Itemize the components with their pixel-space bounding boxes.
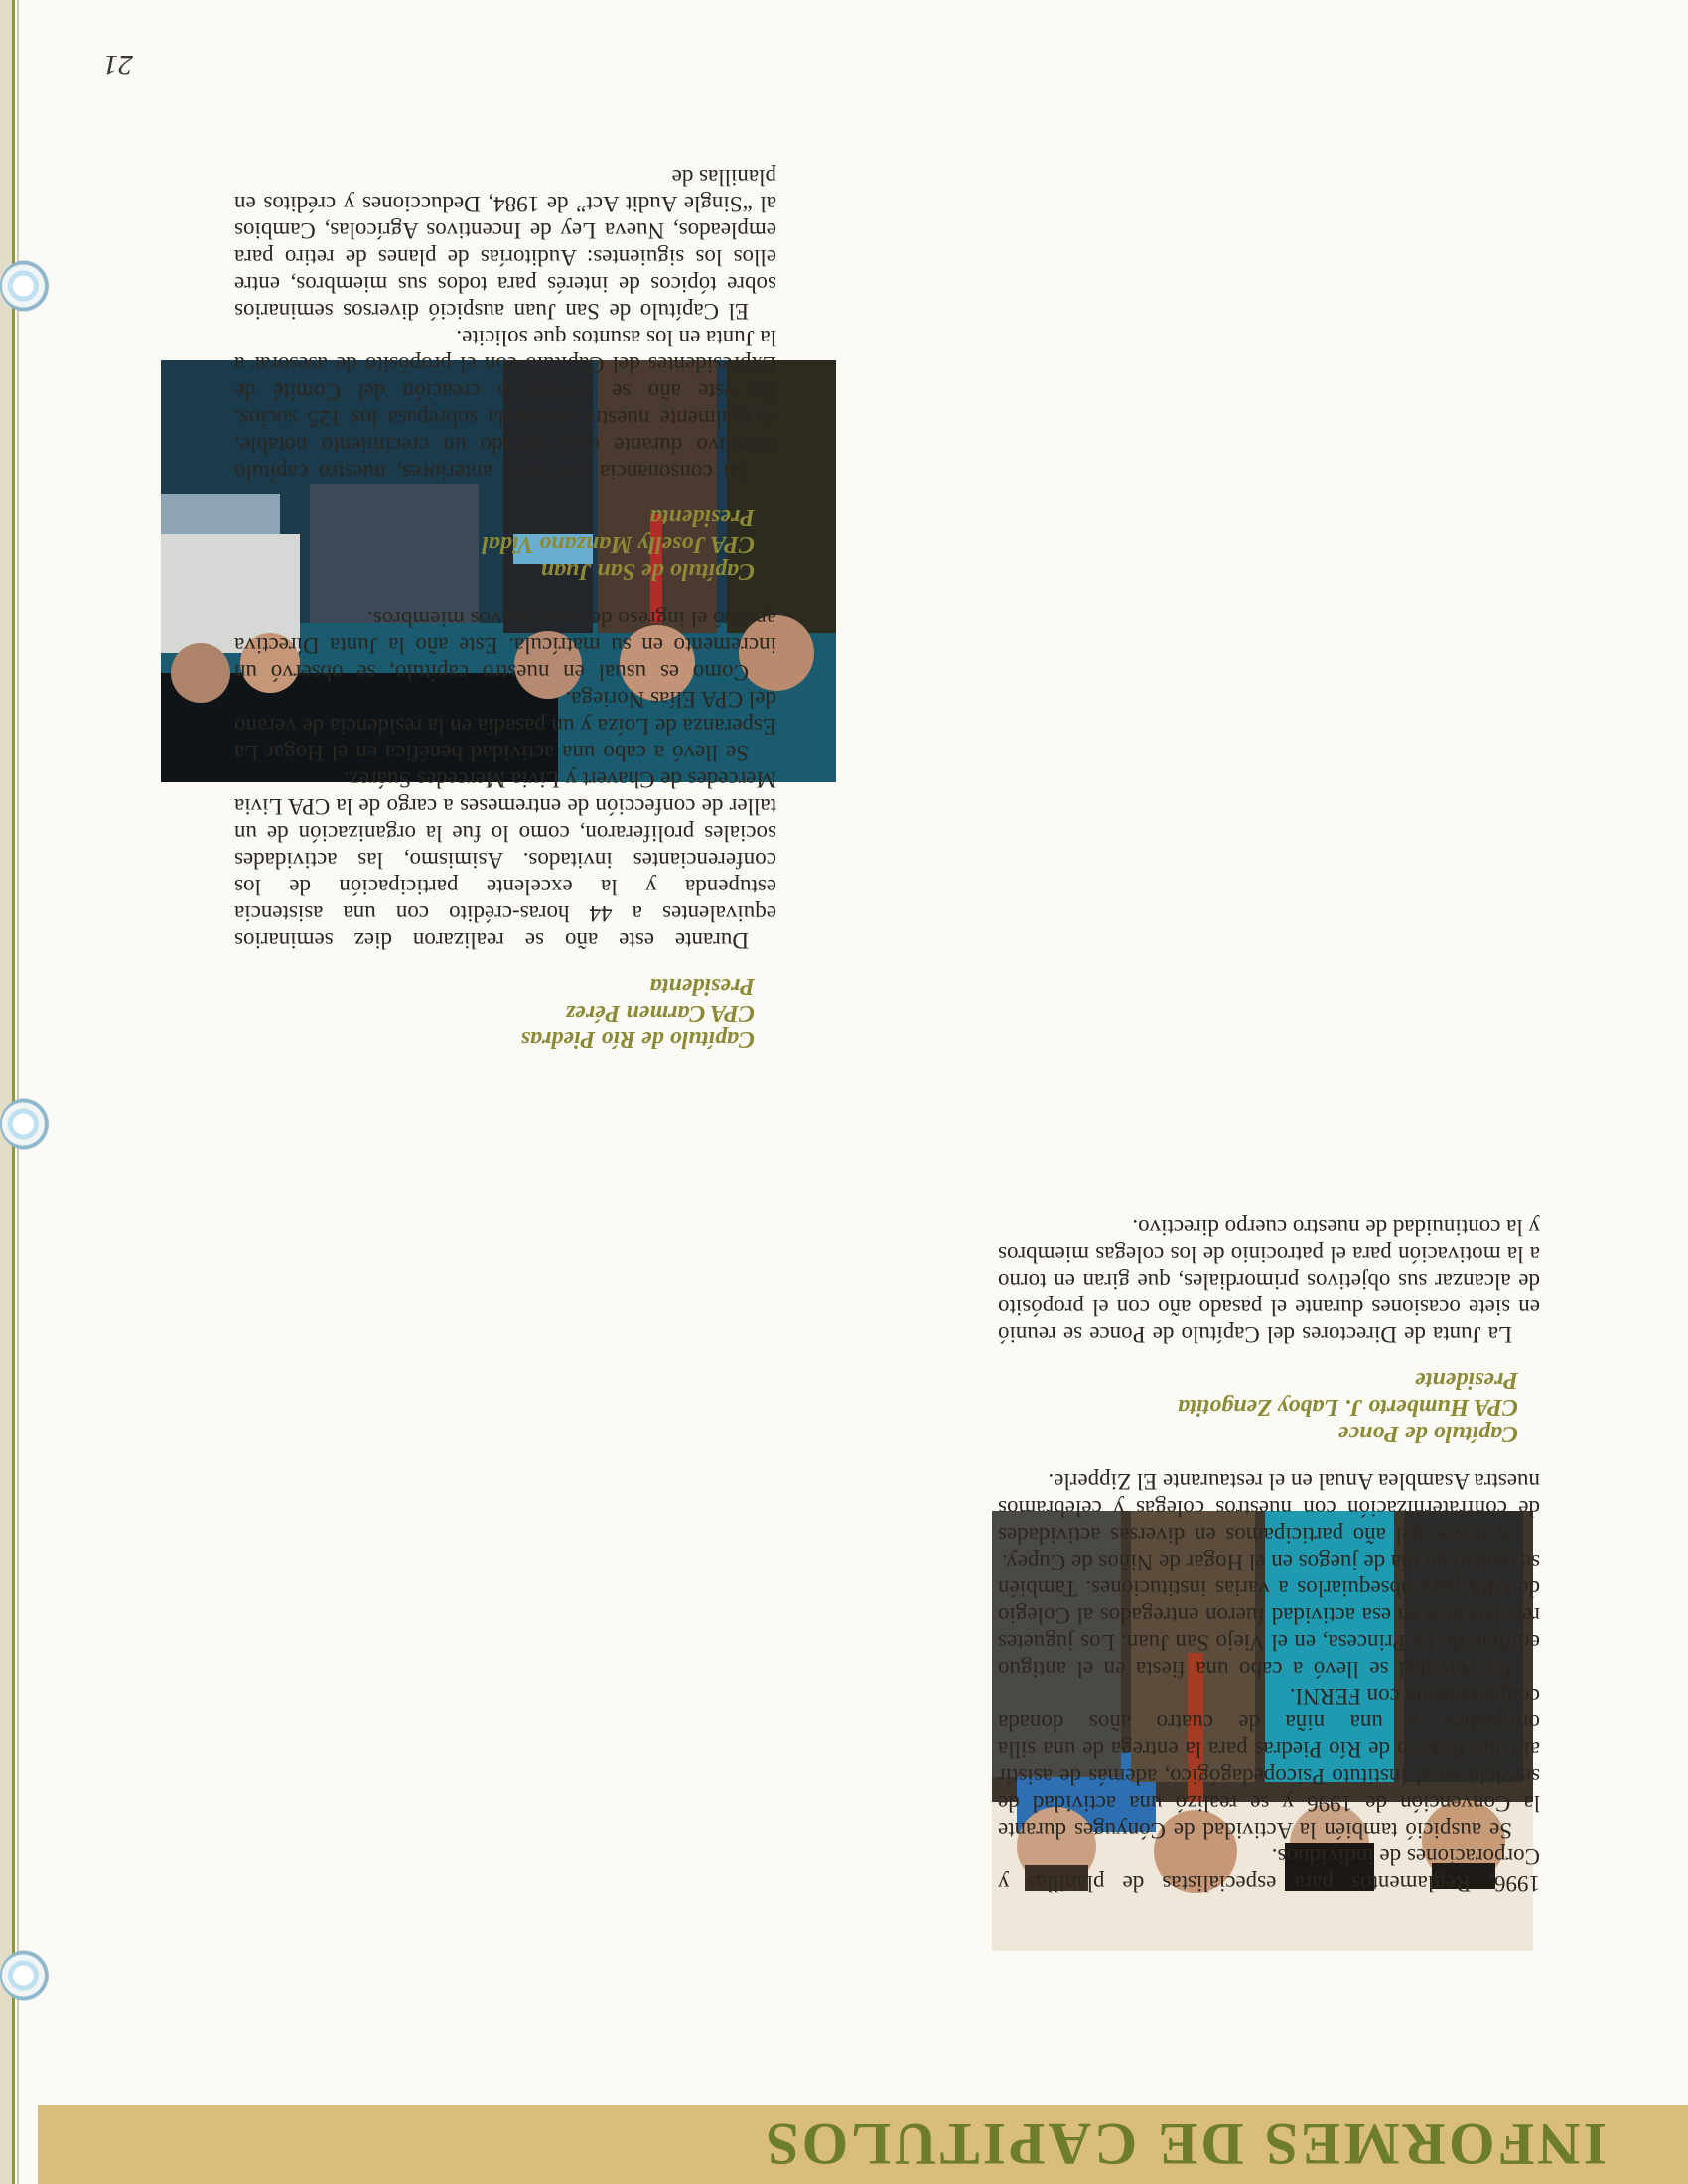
chapter-title: Capítulo de Ponce: [1337, 1421, 1518, 1446]
chapter-heading-ponce: [998, 1366, 1518, 1446]
body-paragraph: La Junta de Directores del Capítulo de Ponce se reunió en siete ocasiones durante el pasado año con el propósito de alcanzar sus objetivos primordiales, que giran en torno a la motivación para el patrocinio de los colegas miembros y la continuidad de nuestro cuerpo directivo.: [998, 1215, 1540, 1347]
president-name: CPA Joselly Manzano Vidal: [482, 531, 755, 557]
body-paragraph: Se auspició también la Actividad de Cónyuges durante la Convención de 1996 y se realizó una actividad de servicio en el Instituto Psicopedagógico, además de asistir al Club Rotario de Río Piedras para la entrega de una silla ortopédica a una niña de cuatro años donada conjuntamente con FERNI.: [998, 1684, 1540, 1843]
binder-hole-icon: [0, 260, 52, 312]
president-name: CPA Humberto J. Laboy Zengotita: [1178, 1394, 1518, 1420]
binder-hole-icon: [0, 1950, 52, 2001]
body-paragraph: A través del año participamos en diversas actividades de confraternización con nuestros colegas y celebramos nuestra Asamblea Anual en el restaurante El Zipperle.: [998, 1469, 1540, 1548]
chapter-heading-rio-piedras: [234, 972, 755, 1052]
body-paragraph: En Navidad se llevó a cabo una fiesta en el antiguo edificio de La Princesa, en el Viejo San Juan. Los juguetes recolectados en esa actividad fueron entregados al Colegio de CPA para obsequiarlos a varias instituciones. También se realizó un día de juegos en el Hogar de Niños de Cupey.: [998, 1550, 1540, 1682]
chapter-title: Capítulo de San Juan: [540, 558, 755, 584]
section-banner: [38, 2105, 1688, 2184]
binder-hole-icon: [0, 1098, 52, 1150]
president-role: Presidenta: [649, 504, 755, 530]
body-paragraph: En consonancia con años anteriores, nuestro capítulo mantuvo durante este período un crecimiento notable. Actualmente nuestra matrícula sobrepasa los 125 socios. En este año se aprobó la creación del Comité de Expresidentes del Capítulo con el propósito de asesorar a la Junta en los asuntos que solicite.: [234, 326, 776, 484]
chapter-heading-san-juan: [234, 503, 755, 584]
binding-stripe: [12, 0, 15, 2184]
president-role: Presidente: [1415, 1367, 1518, 1393]
body-paragraph: Como es usual en nuestro capítulo, se observó un incremento en su matrícula. Este año la Junta Directiva aprobó el ingreso de ocho nuevos miembros.: [234, 607, 776, 685]
body-paragraph: Se llevó a cabo una actividad benéfica en el Hogar La Esperanza de Loíza y un pasadía en la residencia de verano del CPA Elías Noriega.: [234, 687, 776, 765]
body-paragraph: Durante este año se realizaron diez seminarios equivalentes a 44 horas-crédito con una asistencia estupenda y la excelente participación de los conferenciantes invitados. Asimismo, las actividades sociales proliferaron, como lo fue la organización de un taller de confección de entremeses a cargo de la CPA Livia Mercedes de Chavert y Livia Mercedes Suárez.: [234, 767, 776, 953]
body-paragraph: El Capítulo de San Juan auspició diversos seminarios sobre tópicos de interés para todos sus miembros, entre ellos los siguientes: Auditorías de planes de retiro para empleados, Nueva Ley de Incentivos Agrícolas, Cambios al “Single Audit Act” de 1984, Deducciones y créditos en planillas de: [234, 165, 776, 324]
column-right: [234, 164, 776, 1052]
president-role: Presidenta: [649, 973, 755, 999]
president-name: CPA Carmen Pérez: [565, 1000, 755, 1025]
binding-shadow: [17, 0, 19, 2184]
binding-edge: [0, 0, 12, 2184]
body-paragraph: 1996, Reglamentos para especialistas de planillas y Corporaciones de individuos.: [998, 1844, 1540, 1896]
banner-title: INFORMES DE CAPITULOS: [763, 2112, 1607, 2178]
chapter-title: Capítulo de Río Piedras: [520, 1026, 755, 1052]
column-left: [998, 1214, 1540, 1897]
page-number: 21: [103, 49, 133, 81]
